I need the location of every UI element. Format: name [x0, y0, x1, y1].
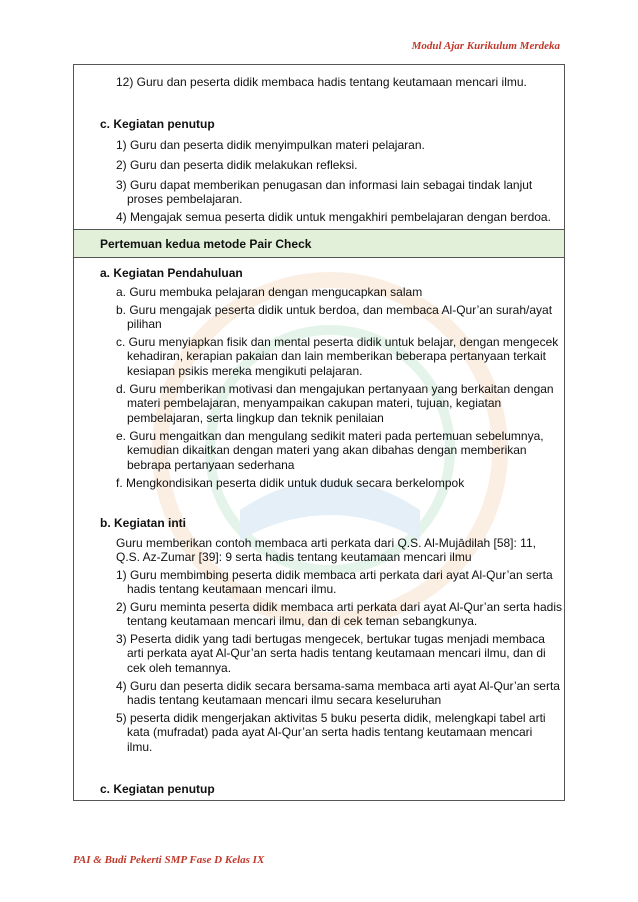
page-header-note: Modul Ajar Kurikulum Merdeka: [411, 40, 560, 52]
penutup-item-cont: proses pembelajaran.: [127, 192, 243, 206]
section-closing-first: [74, 65, 564, 229]
inti-line: arti perkata ayat Al-Qur’an serta hadis tentang keutamaan mencari ilmu, dan di: [127, 646, 546, 660]
inti-line: Guru memberikan contoh membaca arti perkata dari Q.S. Al-Mujādilah [58]: 11,: [116, 536, 536, 550]
pendahuluan-line: c. Guru menyiapkan fisik dan mental peserta didik untuk belajar, dengan mengecek: [116, 335, 559, 349]
inti-line: hadis tentang keutamaan mencari ilmu.: [127, 582, 337, 596]
penutup-item: 4) Mengajak semua peserta didik untuk mengakhiri pembelajaran dengan berdoa.: [116, 210, 551, 224]
pendahuluan-line: d. Guru memberikan motivasi dan mengajukan pertanyaan yang berkaitan dengan: [116, 382, 554, 396]
penutup-item: 1) Guru dan peserta didik menyimpulkan materi pelajaran.: [116, 138, 425, 152]
meeting-title: Pertemuan kedua metode Pair Check: [100, 237, 312, 251]
meeting-band: [74, 229, 564, 258]
pendahuluan-line: f. Mengkondisikan peserta didik untuk duduk secara berkelompok: [116, 476, 465, 490]
pendahuluan-line: materi pembelajaran, menyampaikan cakupan materi, tujuan, kegiatan: [127, 396, 502, 410]
pendahuluan-line: kesiapan psikis mereka mengikuti pelajaran.: [127, 364, 363, 378]
pendahuluan-line: b. Guru mengajak peserta didik untuk berdoa, dan membaca Al-Qur’an surah/ayat: [116, 303, 553, 317]
inti-line: 3) Peserta didik yang tadi bertugas mengecek, bertukar tugas menjadi membaca: [116, 632, 545, 646]
inti-line: 5) peserta didik mengerjakan aktivitas 5 buku peserta didik, melengkapi tabel arti: [116, 711, 546, 725]
pendahuluan-line: kemudian dikaitkan dengan materi yang akan dibahas dengan memberikan: [127, 443, 527, 457]
inti-line: 1) Guru membimbing peserta didik membaca arti perkata dari ayat Al-Qur’an serta: [116, 568, 553, 582]
inti-line: cek oleh temannya.: [127, 661, 232, 675]
inti-line: 4) Guru dan peserta didik secara bersama-sama membaca arti ayat Al-Qur’an serta: [116, 679, 560, 693]
pendahuluan-line: pembelajaran, serta lingkup dan teknik penilaian: [127, 411, 384, 425]
page-footer-note: PAI & Budi Pekerti SMP Fase D Kelas IX: [73, 854, 265, 866]
pendahuluan-line: e. Guru mengaitkan dan mengulang sedikit materi pada pertemuan sebelumnya,: [116, 429, 544, 443]
pendahuluan-heading: a. Kegiatan Pendahuluan: [100, 266, 243, 280]
section-second-meeting: [74, 258, 564, 800]
inti-line: tentang keutamaan mencari ilmu, dan di cek teman sebangkunya.: [127, 614, 478, 628]
inti-line: Q.S. Az-Zumar [39]: 9 serta hadis tentang keutamaan mencari ilmu: [116, 550, 472, 564]
pendahuluan-line: kehadiran, kerapian pakaian dan lain memberikan beberapa pertanyaan terkait: [127, 349, 546, 363]
inti-line: 2) Guru meminta peserta didik membaca arti perkata dari ayat Al-Qur’an serta hadis: [116, 600, 562, 614]
pendahuluan-line: bebrapa pertanyaan sederhana: [127, 458, 295, 472]
lesson-table: [73, 64, 565, 801]
pendahuluan-line: pilihan: [127, 317, 162, 331]
inti-heading: b. Kegiatan inti: [100, 516, 187, 530]
penutup-item: 2) Guru dan peserta didik melakukan refleksi.: [116, 158, 358, 172]
item-12: 12) Guru dan peserta didik membaca hadis tentang keutamaan mencari ilmu.: [116, 75, 527, 89]
penutup-heading-2: c. Kegiatan penutup: [100, 782, 215, 796]
penutup-item: 3) Guru dapat memberikan penugasan dan informasi lain sebagai tindak lanjut: [116, 178, 533, 192]
inti-line: kata (mufradat) pada ayat Al-Qur’an serta hadis tentang keutamaan mencari: [127, 725, 533, 739]
penutup-heading: c. Kegiatan penutup: [100, 117, 215, 131]
pendahuluan-line: a. Guru membuka pelajaran dengan mengucapkan salam: [116, 285, 423, 299]
inti-line: ilmu.: [127, 740, 153, 754]
inti-line: hadis tentang keutamaan mencari ilmu secara keseluruhan: [127, 693, 442, 707]
